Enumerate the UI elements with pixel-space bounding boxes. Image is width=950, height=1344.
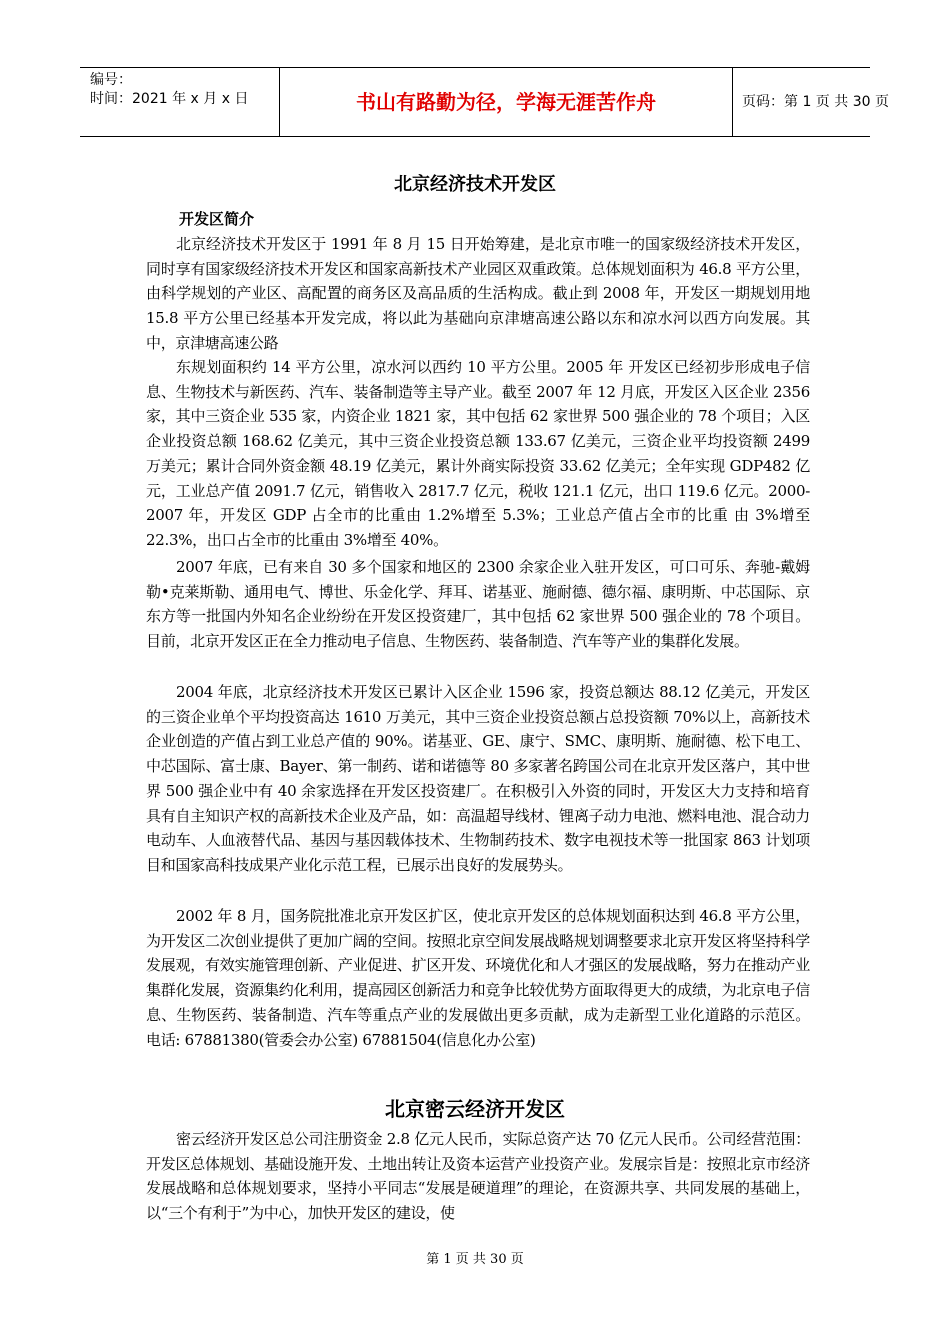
page-footer: 第 1 页 共 30 页: [426, 1252, 524, 1267]
paragraph: 东规划面积约 14 平方公里，凉水河以西约 10 平方公里。2005 年 开发区已经初步形成电子信息、生物技术与新医药、汽车、装备制造等主导产业。截至 2007 年 12 月底，开发区入区企业 2356 家，其中三资企业 535 家，内资企业 1821 家，其中包括 62 家世界 500 强企业的 78 个项目；入区企业投资总额 168.62 亿美元，其中三资企业投资总额 133.67 亿美元，三资企业平均投资额 2499 万美元；累计合同外资金额 48.19 亿美元，累计外商实际投资 33.62 亿美元；全年实现 GDP482 亿元，工业总产值 2091.7 亿元，销售收入 2817.7 亿元，税收 121.1 亿元，出口 119.6 亿元。2000-2007 年，开发区 GDP 占全市的比重由 1.2%增至 5.3%；工业总产值占全市的比重 由 3%增至 22.3%，出口占全市的比重由 3%增至 40%。: [146, 358, 810, 549]
doc-code-label: 编号：: [90, 72, 132, 88]
header-meta: [80, 68, 280, 136]
header-page-label: 页码：第 1 页 共 30 页: [742, 94, 889, 110]
paragraph: 北京经济技术开发区于 1991 年 8 月 15 日开始筹建，是北京市唯一的国家级经济技术开发区，同时享有国家级经济技术开发区和国家高新技术产业园区双重政策。总体规划面积为 46.8 平方公里，由科学规划的产业区、高配置的商务区及高品质的生活构成。截止到 2008 年，开发区一期规划用地 15.8 平方公里已经基本开发完成，将以此为基础向京津塘高速公路以东和凉水河以西方向发展。其中，京津塘高速公路: [146, 235, 810, 352]
doc-date-label: 时间：2021 年 x 月 x 日: [90, 91, 249, 107]
section-title-beijing-etdz: 北京经济技术开发区: [394, 174, 556, 195]
paragraph: 2004 年底，北京经济技术开发区已累计入区企业 1596 家，投资总额达 88.12 亿美元，开发区的三资企业单个平均投资高达 1610 万美元，其中三资企业投资总额占总投资额 70%以上，高新技术企业创造的产值占到工业总产值的 90%。诺基亚、GE、康宁、SMC、康明斯、施耐德、松下电工、中芯国际、富士康、Bayer、第一制药、诺和诺德等 80 多家著名跨国公司在北京开发区落户，其中世界 500 强企业中有 40 余家选择在开发区投资建厂。在积极引入外资的同时，开发区大力支持和培育具有自主知识产权的高新技术企业及产品，如：高温超导线材、锂离子动力电池、燃料电池、混合动力电动车、人血液替代品、基因与基因载体技术、生物制药技术、数字电视技术等一批国家 863 计划项目和国家高科技成果产业化示范工程，已展示出良好的发展势头。: [146, 683, 810, 874]
section-subheading: 开发区简介: [179, 210, 255, 228]
header-slogan: 书山有路勤为径，学海无涯苦作舟: [280, 68, 733, 136]
paragraph: 2007 年底，已有来自 30 多个国家和地区的 2300 余家企业入驻开发区，可口可乐、奔驰-戴姆勒•克莱斯勒、通用电气、博世、乐金化学、拜耳、诺基亚、施耐德、德尔福、康明斯、中芯国际、京东方等一批国内外知名企业纷纷在开发区投资建厂，其中包括 62 家世界 500 强企业的 78 个项目。目前，北京开发区正在全力推动电子信息、生物医药、装备制造、汽车等产业的集群化发展。: [146, 558, 810, 651]
paragraph: 2002 年 8 月，国务院批准北京开发区扩区，使北京开发区的总体规划面积达到 46.8 平方公里，为开发区二次创业提供了更加广阔的空间。按照北京空间发展战略规划调整要求北京开发区将坚持科学发展观，有效实施管理创新、产业促进、扩区开发、环境优化和人才强区的发展战略，努力在推动产业集群化发展，资源集约化利用，提高园区创新活力和竞争比较优势方面取得更大的成绩，为北京电子信息、生物医药、装备制造、汽车等重点产业的发展做出更多贡献，成为走新型工业化道路的示范区。 电话: 67881380(管委会办公室) 67881504(信息化办公室): [146, 907, 810, 1049]
section-title-miyun-edz: 北京密云经济开发区: [385, 1097, 565, 1121]
page-header: [80, 67, 889, 137]
paragraph: 密云经济开发区总公司注册资金 2.8 亿元人民币，实际总资产达 70 亿元人民币。公司经营范围：开发区总体规划、基础设施开发、土地出转让及资本运营产业投资产业。发展宗旨是：按照北京市经济发展战略和总体规划要求，坚持小平同志“发展是硬道理”的理论，在资源共享、共同发展的基础上，以“三个有利于”为中心，加快开发区的建设，使: [146, 1130, 810, 1223]
